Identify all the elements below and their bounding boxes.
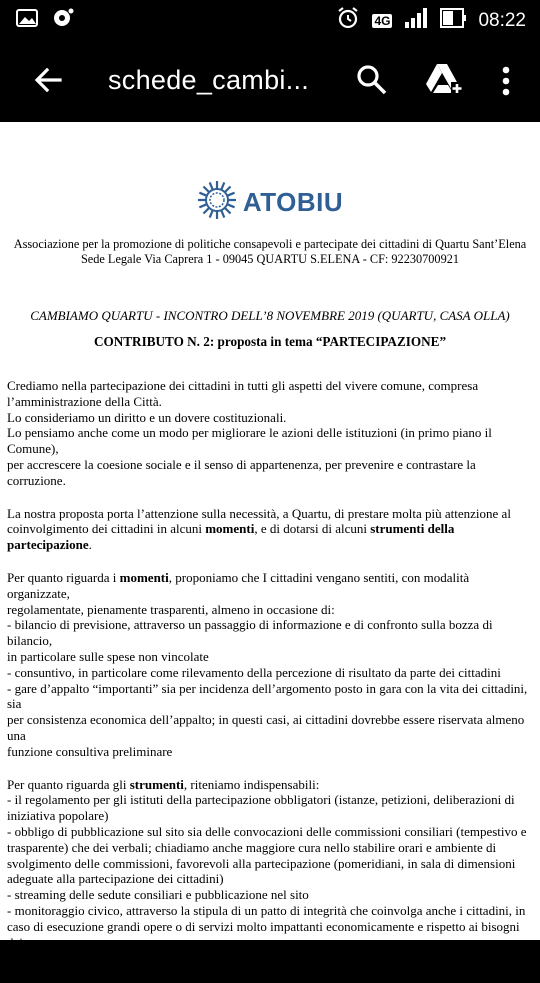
network-4g-icon: 4G [374, 13, 391, 28]
battery-icon [440, 7, 466, 34]
image-icon [16, 9, 38, 32]
text-line: regolamentate, pienamente trasparenti, almeno in occasione di: [7, 601, 335, 617]
text-line: Lo pensiamo anche come un modo per migliorare le azioni delle istituzioni (in primo piano il Comune), [7, 425, 492, 457]
document-title: schede_cambi... [108, 65, 310, 95]
text-run: , e di dotarsi di alcuni [254, 521, 371, 537]
contribution-title: CONTRIBUTO N. 2: proposta in tema “PARTECIPAZIONE” [93, 334, 447, 349]
text-line: adeguate alla partecipazione dei cittadini) [7, 871, 224, 887]
text-line: - obbligo di pubblicazione sul sito sia delle convocazioni delle commissioni consiliari (tempestivo e [7, 823, 527, 839]
atobiu-logo [0, 180, 540, 224]
drive-add-icon[interactable] [425, 62, 463, 98]
address-line: Sede Legale Via Caprera 1 - 09045 QUARTU S.ELENA - CF: 92230700921 [80, 252, 460, 266]
text-line: - consuntivo, in particolare come rilevamento della percezione di risultato da parte dei cittadini [7, 664, 501, 680]
text-line: iniziativa popolare) [7, 808, 109, 824]
association-line: Associazione per la promozione di politiche consapevoli e partecipate dei cittadini di Quartu Sant’Elena [13, 237, 527, 251]
text-run: coinvolgimento dei cittadini in alcuni [7, 521, 206, 537]
status-bar [0, 0, 540, 38]
text-run: , proponiamo che I cittadini vengano sentiti, con modalità organizzate, [7, 569, 470, 601]
paragraph-4 [7, 777, 535, 967]
text-line: - streaming delle sedute consiliari e pubblicazione nel sito [7, 887, 309, 903]
text-line: Lo consideriamo un diritto e un dovere costituzionali. [7, 409, 287, 425]
alarm-icon [336, 6, 360, 35]
bold-term: strumenti [129, 776, 184, 792]
bottom-bar [0, 940, 540, 960]
text-line: - bilancio di previsione, attraverso un passaggio di informazione e di confronto sulla bozza di bilancio, [7, 617, 493, 649]
text-line: caso di esecuzione grandi opere o di servizi molto impattanti economicamente e rispetto ai bisogni [7, 918, 520, 934]
text-run: , riteniamo indispensabili: [183, 776, 320, 792]
text-run: Per quanto riguarda gli [7, 776, 130, 792]
text-line: - il regolamento per gli istituti della partecipazione obbligatori (istanze, petizioni, deliberazioni di [7, 792, 515, 808]
bold-term: strumenti della partecipazione [7, 521, 455, 553]
clock-time: 08:22 [478, 9, 526, 31]
association-header [0, 237, 540, 267]
text-line: trasparente) che dei verbali; chiadiamo anche maggiore cura nello stabilire orari e ambiente di [7, 839, 497, 855]
document-page [0, 122, 540, 940]
text-line: in particolare sulle spese non vincolate [7, 648, 209, 664]
bold-term: momenti [205, 521, 255, 537]
paragraph-3 [7, 570, 535, 760]
text-run: . [88, 537, 92, 553]
text-line: La nostra proposta porta l’attenzione sulla necessità, a Quartu, di prestare molta più attenzione al [7, 505, 511, 521]
text-line: - gare d’appalto “importanti” sia per incidenza dell’argomento posto in gara con la vita dei cittadini, sia [7, 680, 528, 712]
meeting-line: CAMBIAMO QUARTU - INCONTRO DELL’8 NOVEMBRE 2019 (QUARTU, CASA OLLA) [30, 308, 510, 323]
text-line: per consistenza economica dell’appalto; in questi casi, ai cittadini dovrebbe essere riservata almeno una [7, 712, 525, 743]
sun-emblem-icon [197, 180, 237, 225]
search-icon[interactable] [356, 64, 388, 96]
text-line: l’amministrazione della Città. [7, 393, 162, 409]
back-arrow-icon[interactable] [30, 62, 66, 98]
text-line: funzione consultiva preliminare [7, 743, 173, 759]
paragraph-1 [7, 378, 535, 489]
notification-icon [52, 8, 74, 33]
bold-term: momenti [119, 569, 169, 585]
text-line: Crediamo nella partecipazione dei cittadini in tutti gli aspetti del vivere comune, compresa [7, 378, 479, 393]
paragraph-2 [7, 506, 535, 553]
app-bar [0, 38, 540, 122]
text-line: svolgimento delle commissioni, favorevoli alla partecipazione (pomeridiani, in sala di dimensioni [7, 855, 516, 871]
document-body [7, 378, 535, 983]
text-run: Per quanto riguarda i [7, 569, 120, 585]
more-vert-icon[interactable] [496, 64, 516, 98]
signal-icon [404, 7, 428, 34]
text-line: per accrescere la coesione sociale e il senso di appartenenza, per prevenire e contrastare la corruzione. [7, 456, 476, 488]
logo-text: ATOBIU [242, 186, 344, 217]
text-line: - monitoraggio civico, attraverso la stipula di un patto di integrità che coinvolga anche i cittadini, in [7, 902, 526, 918]
